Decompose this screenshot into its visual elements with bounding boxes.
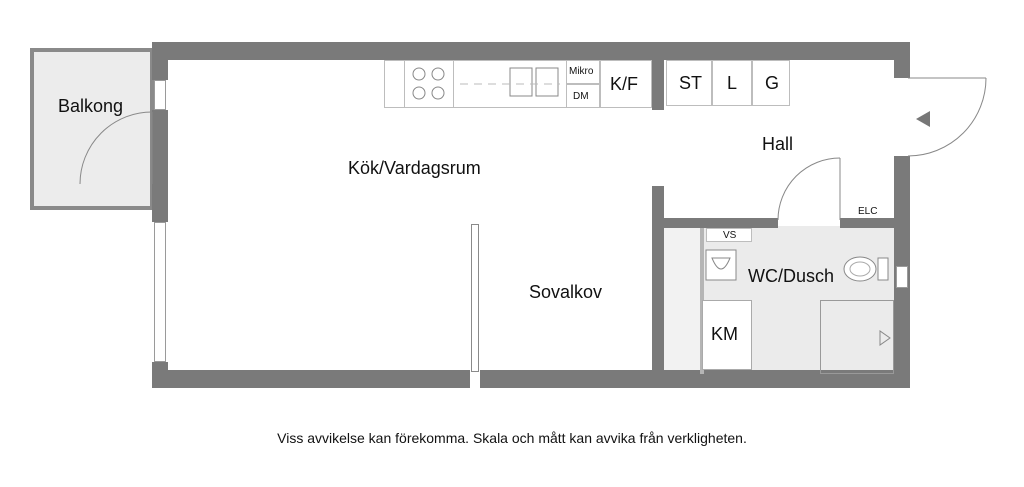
closet-l — [712, 60, 752, 106]
wall-bath-west — [652, 186, 664, 388]
balcony-door-swing — [78, 110, 158, 200]
window-balcony-door — [154, 80, 166, 110]
window-bath-right — [896, 266, 908, 288]
toilet-icon — [842, 252, 892, 288]
room-label-kok-vardagsrum: Kök/Vardagsrum — [348, 158, 481, 178]
mikro-cabinet — [566, 60, 600, 84]
room-label-sovalkov: Sovalkov — [529, 282, 603, 302]
kf-cabinet — [600, 60, 652, 108]
wash-basin-icon — [704, 248, 740, 284]
counter-dashed-line — [460, 82, 560, 86]
room-label-hall: Hall — [762, 134, 794, 154]
wall-right-top — [894, 42, 910, 78]
wash-basin-counter — [706, 228, 752, 242]
wall-kitchen-divider — [652, 42, 664, 110]
closet-st — [666, 60, 712, 106]
vs-label: VS — [723, 230, 737, 241]
room-label-km: KM — [711, 324, 738, 344]
window-left — [154, 222, 166, 362]
dm-cabinet — [566, 84, 600, 108]
stove — [404, 60, 454, 108]
elc-label: ELC — [858, 206, 878, 217]
closet-g — [752, 60, 790, 106]
entrance-arrow-icon — [910, 108, 934, 130]
shower-drain-icon — [878, 330, 892, 346]
elc-panel — [848, 206, 890, 218]
mikro-label: Mikro — [569, 66, 594, 77]
room-label-balkong: Balkong — [58, 96, 124, 116]
dm-label: DM — [573, 91, 589, 102]
wall-alcove-divider — [471, 224, 479, 372]
disclaimer-text: Viss avvikelse kan förekomma. Skala och mått kan avvika från verkligheten. — [277, 430, 747, 446]
room-label-wc-dusch: WC/Dusch — [748, 266, 835, 286]
wall-bath-north-a — [652, 218, 778, 228]
kf-label: K/F — [610, 74, 639, 94]
l-label: L — [727, 73, 738, 93]
wall-left-top — [152, 42, 168, 80]
wall-bath-north-b — [840, 218, 910, 228]
st-label: ST — [679, 73, 703, 93]
wall-left-bottom — [152, 362, 168, 388]
wall-top — [152, 42, 910, 60]
stove-burners-icon — [405, 61, 453, 107]
g-label: G — [765, 73, 780, 93]
bathroom-entry-floor — [662, 226, 702, 374]
wall-bottom-left — [152, 370, 470, 388]
bathroom-door-swing — [776, 156, 846, 226]
